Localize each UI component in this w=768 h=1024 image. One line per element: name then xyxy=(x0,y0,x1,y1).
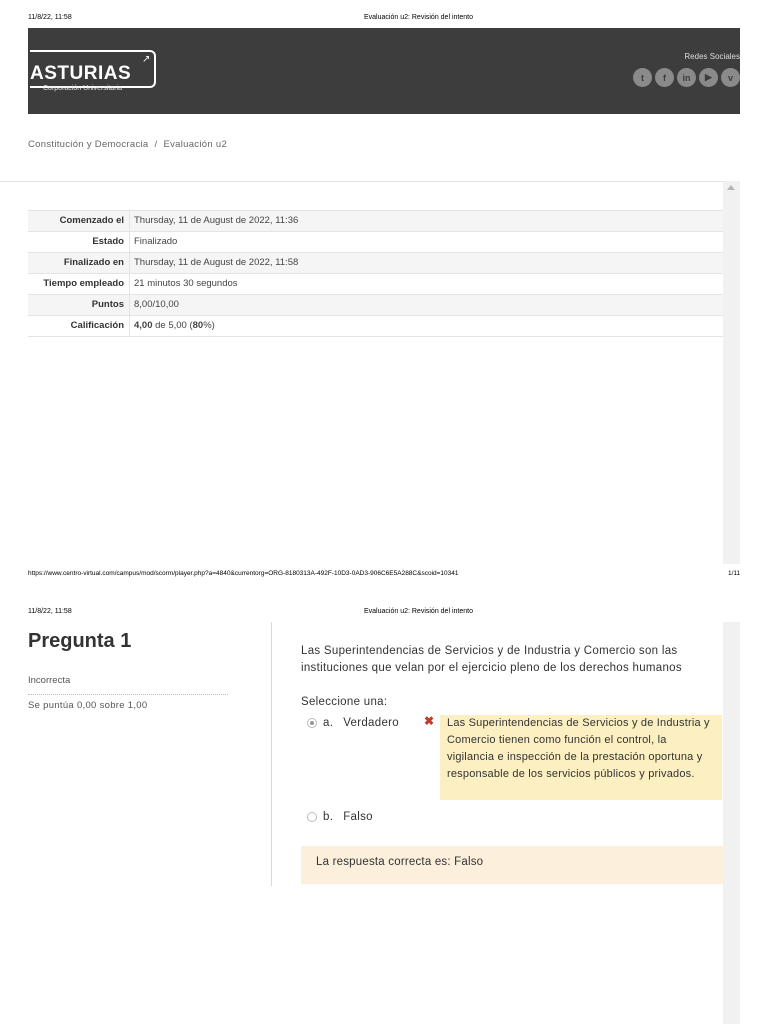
site-banner xyxy=(28,28,740,114)
content-divider xyxy=(0,181,723,182)
info-divider xyxy=(271,622,272,886)
print-datetime: 11/8/22, 11:58 xyxy=(28,14,72,21)
question-state: Incorrecta xyxy=(28,675,71,686)
row-label: Tiempo empleado xyxy=(43,278,124,289)
logo-subtitle: Corporación Universitaria xyxy=(43,85,122,92)
table-row xyxy=(28,253,723,274)
table-row xyxy=(28,232,723,253)
social-label: Redes Sociales xyxy=(684,52,740,61)
social-icons xyxy=(633,68,740,87)
page-number: 1/11 xyxy=(728,570,741,577)
facebook-icon[interactable]: f xyxy=(655,68,674,87)
grade-score: 4,00 xyxy=(134,320,153,331)
logo-arrow-icon: ↗ xyxy=(142,54,151,65)
twitter-icon[interactable]: t xyxy=(633,68,652,87)
row-value: Thursday, 11 de August de 2022, 11:36 xyxy=(130,211,724,232)
table-row xyxy=(28,274,723,295)
print-url: https://www.centro-virtual.com/campus/mod/scorm/player.php?a=4840&currentorg=ORG-8180313A-492F-10D3-0AD3-906C6E5A288C&scoid=10341 xyxy=(28,570,459,577)
option-label: Verdadero xyxy=(343,717,399,729)
breadcrumb-course-link[interactable]: Constitución y Democracia xyxy=(28,139,149,150)
answer-option-b[interactable] xyxy=(307,811,373,823)
row-label: Puntos xyxy=(91,299,124,310)
feedback-box: Las Superintendencias de Servicios y de Industria y Comercio tienen como función el control, la vigilancia e inspección de la prestación oportuna y responsable de los servicios públicos y privados. xyxy=(440,715,722,800)
radio-button[interactable] xyxy=(307,718,317,728)
option-letter: b. xyxy=(323,811,334,823)
asturias-logo[interactable] xyxy=(28,50,158,90)
grade-percent: 80 xyxy=(192,320,204,331)
print-datetime: 11/8/22, 11:58 xyxy=(28,608,72,615)
breadcrumb-item-link[interactable]: Evaluación u2 xyxy=(163,139,228,150)
info-separator xyxy=(28,694,228,695)
vimeo-icon[interactable]: v xyxy=(721,68,740,87)
correct-answer-box: La respuesta correcta es: Falso xyxy=(301,846,723,884)
row-label: Estado xyxy=(92,236,124,247)
row-value: Thursday, 11 de August de 2022, 11:58 xyxy=(130,253,724,274)
answer-option-a[interactable] xyxy=(307,717,399,729)
logo-text: ASTURIAS xyxy=(30,63,132,84)
incorrect-icon: ✖ xyxy=(424,714,435,728)
row-value: 8,00/10,00 xyxy=(130,295,724,316)
option-letter: a. xyxy=(323,717,334,729)
print-title: Evaluación u2: Revisión del intento xyxy=(364,14,473,21)
scrollbar[interactable] xyxy=(723,622,740,1024)
grade-close: %) xyxy=(203,320,215,331)
table-row xyxy=(28,211,723,232)
youtube-icon[interactable]: ▶ xyxy=(699,68,718,87)
breadcrumb-separator: / xyxy=(154,139,158,150)
question-text: Las Superintendencias de Servicios y de Industria y Comercio son las instituciones que velan por el ejercicio pleno de los derechos humanos xyxy=(301,645,682,674)
row-label: Comenzado el xyxy=(59,215,124,226)
table-row xyxy=(28,295,723,316)
radio-button[interactable] xyxy=(307,812,317,822)
row-label: Calificación xyxy=(70,320,124,331)
option-label: Falso xyxy=(343,811,373,823)
attempt-summary-table xyxy=(28,210,723,337)
question-title: Pregunta 1 xyxy=(28,630,132,652)
grade-of: de 5,00 ( xyxy=(152,320,193,331)
print-title: Evaluación u2: Revisión del intento xyxy=(364,608,473,615)
question-grade: Se puntúa 0,00 sobre 1,00 xyxy=(28,700,148,711)
grade-value xyxy=(130,316,724,337)
scrollbar[interactable] xyxy=(723,181,740,564)
row-value: Finalizado xyxy=(130,232,724,253)
breadcrumb xyxy=(28,139,227,150)
row-value: 21 minutos 30 segundos xyxy=(130,274,724,295)
row-label: Finalizado en xyxy=(63,257,124,268)
scroll-up-arrow-icon[interactable] xyxy=(727,185,735,190)
linkedin-icon[interactable]: in xyxy=(677,68,696,87)
answer-prompt: Seleccione una: xyxy=(301,696,388,708)
table-row xyxy=(28,316,723,337)
